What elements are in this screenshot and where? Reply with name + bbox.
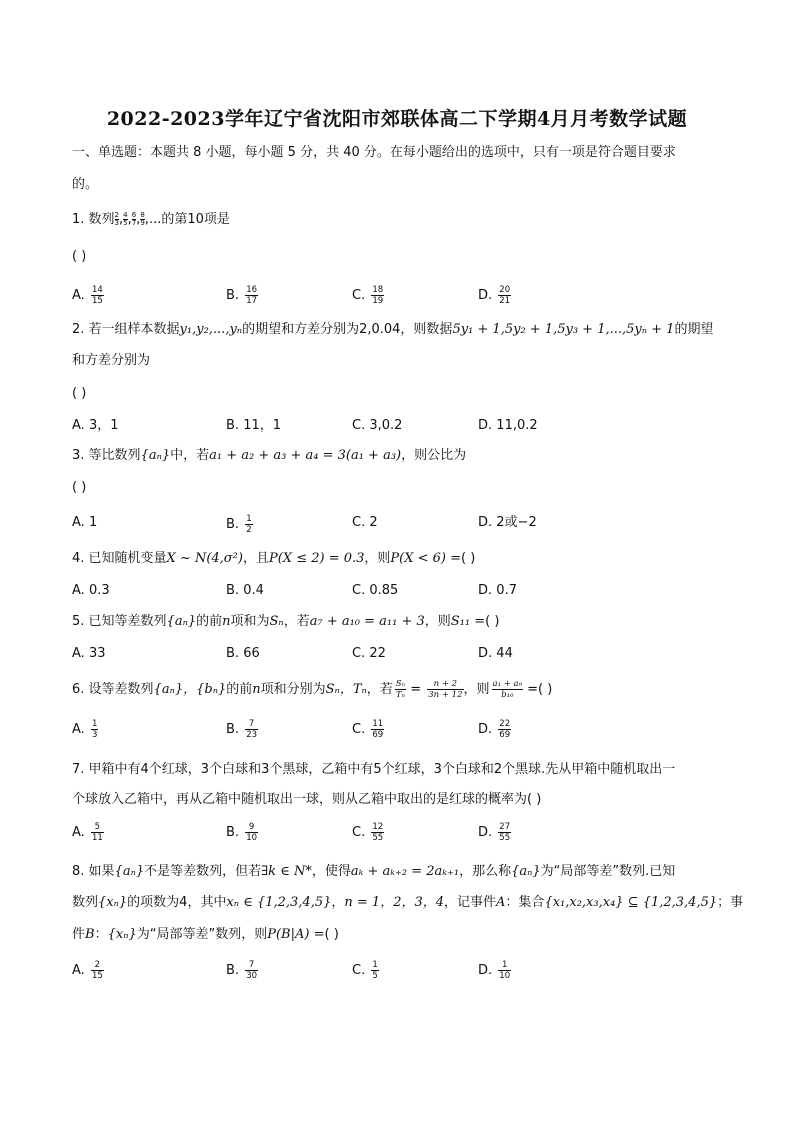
page-title: 2022-2023学年辽宁省沈阳市郊联体高二下学期4月月考数学试题 <box>106 108 688 130</box>
question-4-option-d[interactable]: D. 0.7 <box>478 583 517 598</box>
question-4-stem: 4. 已知随机变量X ~ N(4,σ²)，且P(X ≤ 2) = 0.3，则P(X < 6) =( ) <box>72 551 476 566</box>
question-5-stem: 5. 已知等差数列{aₙ}的前n项和为Sₙ，若a₇ + a₁₀ = a₁₁ + 3，则S₁₁ =( ) <box>72 614 500 629</box>
question-4-option-c[interactable]: C. 0.85 <box>352 583 399 598</box>
section-instructions-line2: 的。 <box>72 177 99 192</box>
question-7-stem-line2: 个球放入乙箱中，再从乙箱中随机取出一球，则从乙箱中取出的是红球的概率为( ) <box>72 792 542 807</box>
question-3-stem: 3. 等比数列{aₙ}中，若a₁ + a₂ + a₃ + a₄ = 3(a₁ + a₃)，则公比为 <box>72 448 467 463</box>
question-6-stem: 6. 设等差数列{aₙ}，{bₙ}的前n项和分别为Sₙ，Tₙ，若 $\frac{\text{Sₙ}}{\text{Tₙ}}$ = $\frac{n + 2}{3n + 12}$ ，则 $\frac{\text{a₁ + a₉}}{\text{b₁₀}}$ =( ) <box>72 679 553 700</box>
question-1-option-b[interactable]: B. $\frac{16}{17}$ <box>226 285 258 306</box>
question-5-option-a[interactable]: A. 33 <box>72 646 106 661</box>
question-1-stem: 1. 数列 $\frac{2}{3}$ , $\frac{4}{5}$ , $\frac{6}{7}$ , $\frac{8}{9}$ ,...的第10项是 <box>72 211 230 227</box>
question-3-option-d[interactable]: D. 2或−2 <box>478 515 537 530</box>
question-1-option-a[interactable]: A. $\frac{14}{15}$ <box>72 285 103 306</box>
question-1-prefix: 1. 数列 <box>72 212 115 227</box>
question-7-option-c[interactable]: C. $\frac{12}{55}$ <box>352 822 384 843</box>
question-8-stem-line1: 8. 如果{aₙ}不是等差数列，但若∃k ∈ N*，使得aₖ + aₖ₊₂ = 2aₖ₊₁，那么称{aₙ}为“局部等差”数列.已知 <box>72 864 676 879</box>
question-3-answer-paren: ( ) <box>72 480 87 495</box>
question-2-option-a[interactable]: A. 3，1 <box>72 418 119 433</box>
question-8-stem-line3: 件B：{xₙ}为“局部等差”数列，则P(B|A) =( ) <box>72 927 339 942</box>
seq-term-3: $\frac{6}{7}$ <box>131 211 137 227</box>
question-5-option-d[interactable]: D. 44 <box>478 646 513 661</box>
question-4-option-a[interactable]: A. 0.3 <box>72 583 110 598</box>
question-6-option-b[interactable]: B. $\frac{7}{23}$ <box>226 719 258 740</box>
question-6-option-c[interactable]: C. $\frac{11}{69}$ <box>352 719 384 740</box>
question-3-option-b[interactable]: B. $\frac{1}{2}$ <box>226 514 252 535</box>
question-1-option-d[interactable]: D. $\frac{20}{21}$ <box>478 285 511 306</box>
question-2-stem-line1: 2. 若一组样本数据y₁,y₂,...,yₙ的期望和方差分别为2,0.04，则数据5y₁ + 1,5y₂ + 1,5y₃ + 1,...,5yₙ + 1的期望 <box>72 322 714 337</box>
question-6-option-d[interactable]: D. $\frac{22}{69}$ <box>478 719 511 740</box>
question-1-option-c[interactable]: C. $\frac{18}{19}$ <box>352 285 384 306</box>
question-5-option-b[interactable]: B. 66 <box>226 646 260 661</box>
section-instructions-line1: 一、单选题：本题共 8 小题，每小题 5 分，共 40 分。在每小题给出的选项中，只有一项是符合题目要求 <box>72 145 676 160</box>
question-3-option-a[interactable]: A. 1 <box>72 515 98 530</box>
question-8-option-d[interactable]: D. $\frac{1}{10}$ <box>478 960 511 981</box>
question-2-option-c[interactable]: C. 3,0.2 <box>352 418 403 433</box>
question-7-option-a[interactable]: A. $\frac{5}{11}$ <box>72 822 103 843</box>
question-7-option-d[interactable]: D. $\frac{27}{55}$ <box>478 822 511 843</box>
question-2-option-b[interactable]: B. 11，1 <box>226 418 282 433</box>
question-7-stem-line1: 7. 甲箱中有4个红球，3个白球和3个黑球，乙箱中有5个红球，3个白球和2个黑球.先从甲箱中随机取出一 <box>72 762 676 777</box>
seq-term-4: $\frac{8}{9}$ <box>140 211 145 227</box>
question-2-option-d[interactable]: D. 11,0.2 <box>478 418 538 433</box>
question-2-answer-paren: ( ) <box>72 386 87 401</box>
question-2-stem-line2: 和方差分别为 <box>72 353 151 368</box>
question-8-option-b[interactable]: B. $\frac{7}{30}$ <box>226 960 258 981</box>
question-1-suffix: ,...的第10项是 <box>144 212 230 227</box>
question-4-option-b[interactable]: B. 0.4 <box>226 583 264 598</box>
question-1-answer-paren: ( ) <box>72 249 87 264</box>
question-8-stem-line2: 数列{xₙ}的项数为4，其中xₙ ∈ {1,2,3,4,5}，n = 1，2，3，4，记事件A：集合{x₁,x₂,x₃,x₄} ⊆ {1,2,3,4,5}；事 <box>72 895 744 910</box>
seq-term-2: $\frac{4}{5}$ <box>123 211 128 227</box>
seq-term-1: $\frac{2}{3}$ <box>114 211 120 227</box>
question-8-option-c[interactable]: C. $\frac{1}{5}$ <box>352 960 378 981</box>
question-6-option-a[interactable]: A. $\frac{1}{3}$ <box>72 719 98 740</box>
question-7-option-b[interactable]: B. $\frac{9}{10}$ <box>226 822 258 843</box>
question-3-option-c[interactable]: C. 2 <box>352 515 378 530</box>
question-8-option-a[interactable]: A. $\frac{2}{15}$ <box>72 960 103 981</box>
question-5-option-c[interactable]: C. 22 <box>352 646 386 661</box>
